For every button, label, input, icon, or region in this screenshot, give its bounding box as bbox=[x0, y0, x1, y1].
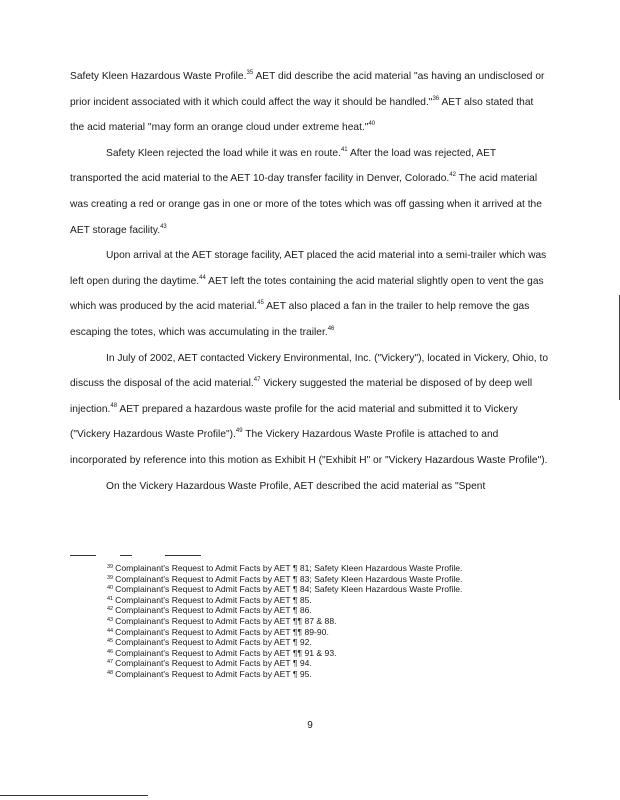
footnote-reference: 47 bbox=[253, 377, 261, 384]
footnote-reference: 35 bbox=[246, 70, 254, 76]
footnote-reference: 45 bbox=[257, 300, 264, 307]
paragraph bbox=[70, 346, 550, 474]
footnote-text: Complainant's Request to Admit Facts by AET ¶ 92. bbox=[115, 637, 312, 648]
footnote-text: Complainant's Request to Admit Facts by AET ¶ 83; Safety Kleen Hazardous Waste Profile. bbox=[115, 573, 463, 584]
page-number: 9 bbox=[307, 720, 313, 731]
footnote-number: 40 bbox=[107, 585, 114, 592]
paragraph-text: Safety Kleen rejected the load while it was en route. bbox=[106, 147, 341, 159]
body-text bbox=[70, 64, 550, 499]
footnote-text: Complainant's Request to Admit Facts by AET ¶ 95. bbox=[115, 668, 312, 679]
footnote-number: 42 bbox=[107, 606, 114, 613]
paragraph-text: Safety Kleen Hazardous Waste Profile. bbox=[70, 71, 247, 82]
paragraph bbox=[70, 141, 550, 243]
footnote-reference: 42 bbox=[449, 172, 456, 179]
paragraph bbox=[70, 64, 550, 141]
footnote bbox=[107, 669, 547, 680]
footnote bbox=[107, 627, 547, 638]
footnote bbox=[107, 616, 547, 627]
footnote-reference: 43 bbox=[160, 223, 167, 230]
bottom-rule bbox=[0, 795, 148, 796]
footnote-text: Complainant's Request to Admit Facts by AET ¶ 81; Safety Kleen Hazardous Waste Profile. bbox=[115, 563, 463, 573]
footnote-reference: 48 bbox=[110, 402, 118, 409]
paragraph-text: AET did describe the acid material "as having an undisclosed or prior incident associated with it which could affect the way it should be handled." bbox=[70, 71, 545, 108]
footnote-text: Complainant's Request to Admit Facts by AET ¶¶ 89-90. bbox=[115, 626, 329, 637]
paragraph-text: Upon arrival at the AET storage facility, AET placed the acid material into a semi-trailer which was left open during the daytime. bbox=[70, 250, 547, 287]
footnote-number: 39 bbox=[107, 564, 114, 570]
footnote-text: Complainant's Request to Admit Facts by AET ¶ 85. bbox=[115, 594, 312, 605]
footnote-reference: 40 bbox=[368, 121, 376, 128]
footnote bbox=[107, 648, 547, 659]
footnote-number: 43 bbox=[107, 616, 114, 623]
paragraph-text: AET left the totes containing the acid material slightly open to vent the gas which was produced by the acid material. bbox=[70, 275, 544, 313]
footnote-number: 46 bbox=[107, 648, 114, 655]
paragraph-text: The acid material was creating a red or orange gas in one or more of the totes which was off gassing when it arrived at the AET storage facility. bbox=[70, 173, 542, 236]
footnote-reference: 49 bbox=[235, 428, 243, 435]
footnote-text: Complainant's Request to Admit Facts by AET ¶ 86. bbox=[115, 605, 312, 616]
footnote-separator-1 bbox=[70, 555, 96, 556]
footnote bbox=[107, 574, 547, 585]
paragraph-text: AET also placed a fan in the trailer to help remove the gas escaping the totes, which was accumulating in the trailer. bbox=[70, 301, 530, 338]
footnote-reference: 36 bbox=[432, 95, 440, 102]
footnote bbox=[107, 605, 547, 616]
paragraph-text: AET also stated that the acid material "may form an orange cloud under extreme heat." bbox=[70, 96, 534, 134]
paragraph-text: The Vickery Hazardous Waste Profile is attached to and incorporated by reference into this motion as Exhibit H ("Exhibit H" or "Vickery Hazardous Waste Profile"). bbox=[70, 429, 548, 466]
footnote-separator-3 bbox=[165, 555, 201, 556]
footnote-number: 39 bbox=[107, 574, 114, 581]
footnote-reference: 41 bbox=[340, 146, 348, 153]
footnote-reference: 44 bbox=[199, 274, 206, 281]
footnote bbox=[107, 637, 547, 648]
footnote bbox=[107, 658, 547, 669]
footnote-text: Complainant's Request to Admit Facts by AET ¶ 94. bbox=[115, 658, 312, 669]
footnote-reference: 46 bbox=[327, 325, 335, 332]
paragraph bbox=[70, 474, 550, 500]
footnote-text: Complainant's Request to Admit Facts by AET ¶¶ 87 & 88. bbox=[115, 615, 337, 626]
footnote-text: Complainant's Request to Admit Facts by AET ¶¶ 91 & 93. bbox=[115, 647, 337, 658]
paragraph-text: Vickery suggested the material be disposed of by deep well injection. bbox=[70, 378, 533, 415]
paragraph-text: On the Vickery Hazardous Waste Profile, AET described the acid material as "Spent bbox=[106, 480, 486, 492]
footnote-number: 48 bbox=[107, 669, 114, 676]
footnote bbox=[107, 595, 547, 606]
paragraph bbox=[70, 243, 550, 345]
paragraph-text: In July of 2002, AET contacted Vickery Environmental, Inc. ("Vickery"), located in Vickery, Ohio, to discuss the disposal of the acid material. bbox=[70, 352, 549, 390]
footnote-text: Complainant's Request to Admit Facts by AET ¶ 84; Safety Kleen Hazardous Waste Profile. bbox=[115, 584, 463, 595]
paragraph-text: AET prepared a hazardous waste profile for the acid material and submitted it to Vickery ("Vickery Hazardous Waste Profile"). bbox=[70, 403, 518, 441]
footnote bbox=[107, 584, 547, 595]
footnotes bbox=[107, 563, 547, 680]
footnote-number: 47 bbox=[107, 659, 114, 666]
footnote-number: 44 bbox=[107, 627, 114, 634]
footnote bbox=[107, 563, 547, 574]
footnote-number: 45 bbox=[107, 638, 114, 645]
paragraph-text: After the load was rejected, AET transported the acid material to the AET 10-day transfer facility in Denver, Colorado. bbox=[70, 147, 496, 185]
footnote-separator-2 bbox=[120, 555, 132, 556]
footnote-number: 41 bbox=[107, 595, 114, 602]
